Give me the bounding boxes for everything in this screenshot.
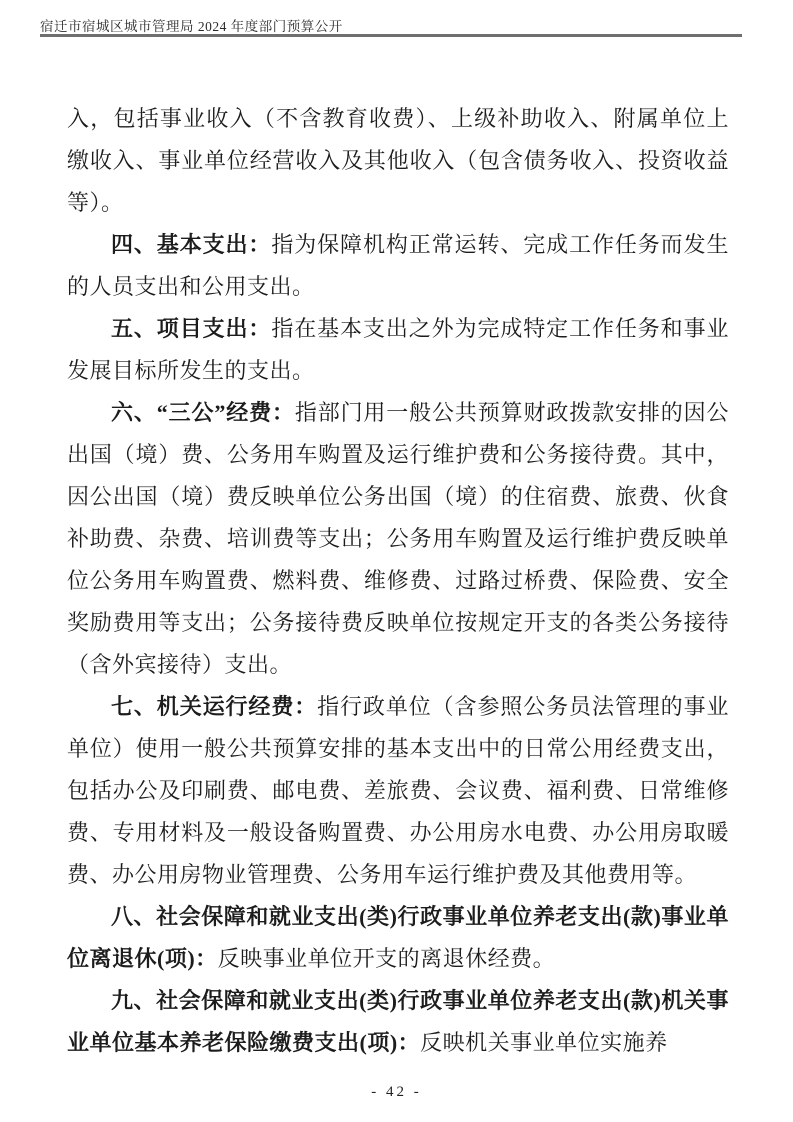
header-divider-line (40, 34, 742, 37)
paragraph-body-text: 入，包括事业收入（不含教育收费）、上级补助收入、附属单位上缴收入、事业单位经营收入及其他收入（包含债务收入、投资收益等）。 (67, 106, 729, 215)
paragraph-three-public-funds (67, 392, 729, 686)
paragraph-social-security-pension-contribution (67, 980, 729, 1064)
paragraph-agency-operating-funds (67, 686, 729, 896)
paragraph-body-text: 指在基本支出之外为完成特定工作任务和事业发展目标所发生的支出。 (67, 316, 729, 383)
document-body (67, 98, 729, 1064)
paragraph-continuation-income (67, 98, 729, 224)
paragraph-body-text: 指为保障机构正常运转、完成工作任务而发生的人员支出和公用支出。 (67, 232, 729, 299)
paragraph-body-text: 指部门用一般公共预算财政拨款安排的因公出国（境）费、公务用车购置及运行维护费和公务接待费。其中，因公出国（境）费反映单位公务出国（境）的住宿费、旅费、伙食补助费、杂费、培训费等支出；公务用车购置及运行维护费反映单位公务用车购置费、燃料费、维修费、过路过桥费、保险费、安全奖励费用等支出；公务接待费反映单位按规定开支的各类公务接待（含外宾接待）支出。 (67, 400, 729, 677)
paragraph-lead-bold: 八、社会保障和就业支出(类)行政事业单位养老支出(款)事业单位离退休(项)： (67, 904, 729, 971)
paragraph-lead-bold: 六、“三公”经费： (111, 400, 295, 425)
paragraph-body-text: 反映机关事业单位实施养 (420, 1030, 668, 1055)
page-number: - 42 - (371, 1084, 422, 1100)
paragraph-body-text: 指行政单位（含参照公务员法管理的事业单位）使用一般公共预算安排的基本支出中的日常公用经费支出，包括办公及印刷费、邮电费、差旅费、会议费、福利费、日常维修费、专用材料及一般设备购置费、办公用房水电费、办公用房取暖费、办公用房物业管理费、公务用车运行维护费及其他费用等。 (67, 694, 729, 887)
paragraph-social-security-retirement (67, 896, 729, 980)
paragraph-lead-bold: 四、基本支出： (111, 232, 272, 257)
paragraph-project-expenditure (67, 308, 729, 392)
paragraph-lead-bold: 五、项目支出： (111, 316, 272, 341)
paragraph-lead-bold: 九、社会保障和就业支出(类)行政事业单位养老支出(款)机关事业单位基本养老保险缴费支出(项)： (67, 988, 729, 1055)
document-header (40, 15, 742, 36)
paragraph-lead-bold: 七、机关运行经费： (111, 694, 318, 719)
paragraph-basic-expenditure (67, 224, 729, 308)
paragraph-body-text: 反映事业单位开支的离退休经费。 (217, 946, 556, 971)
document-header-title: 宿迁市宿城区城市管理局 2024 年度部门预算公开 (40, 19, 343, 34)
document-footer (0, 1083, 793, 1101)
